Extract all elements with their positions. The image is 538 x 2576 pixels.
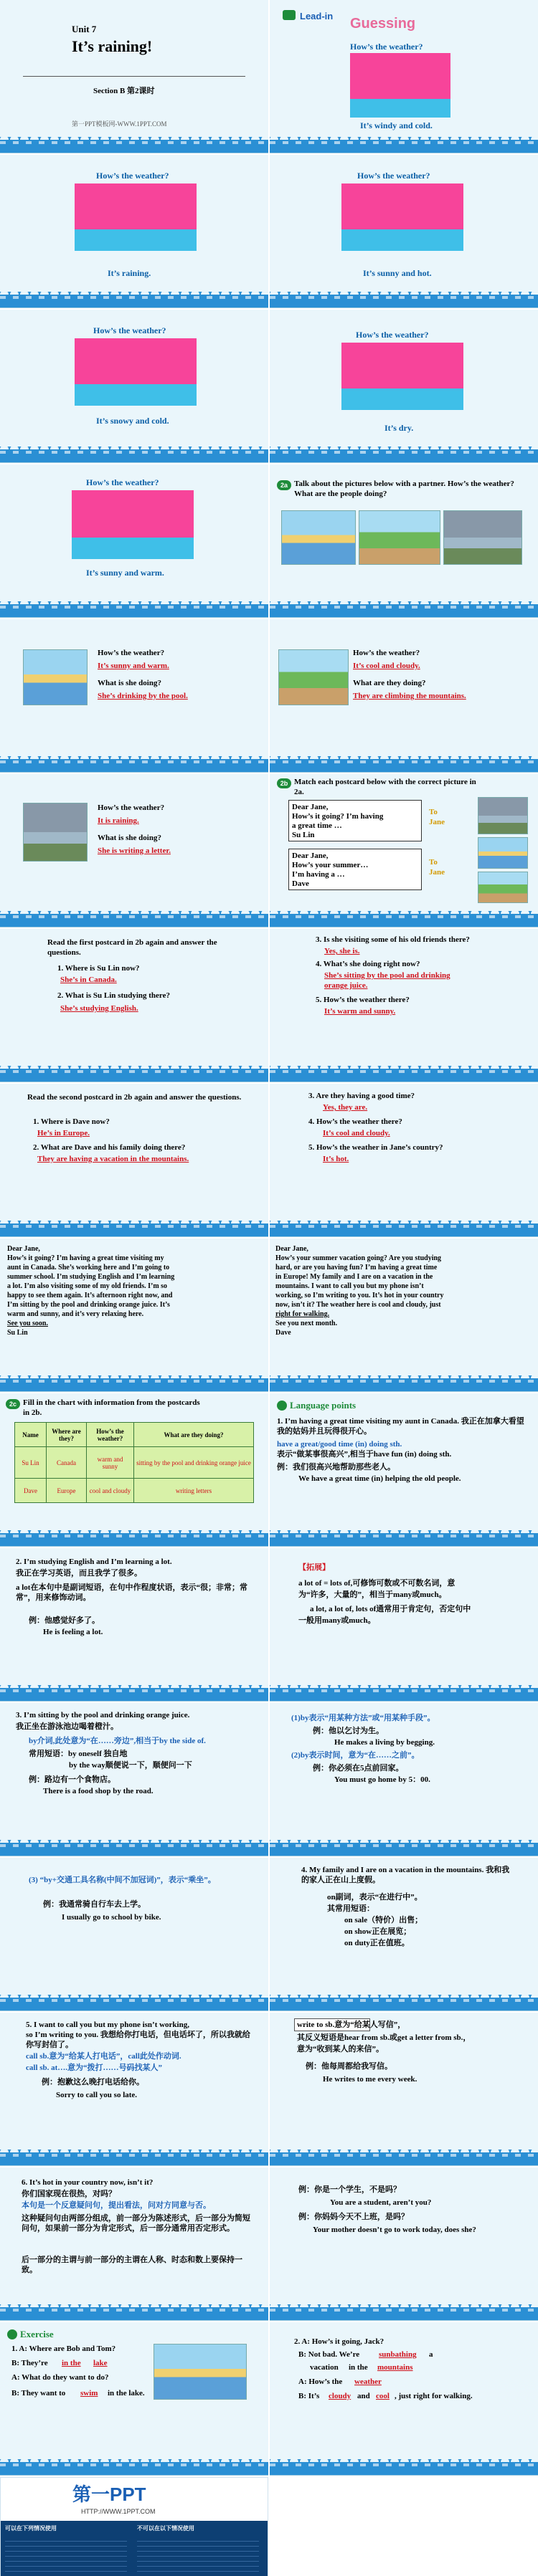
postcard-2 (288, 849, 422, 890)
blank-answer: weather (354, 2377, 382, 2386)
answer-2: She is writing a letter. (98, 846, 171, 855)
slide-exercise-1 (0, 2322, 268, 2476)
weather-image-sea (72, 538, 194, 559)
slide-raining (0, 155, 268, 308)
question-4: 4. How’s the weather there? (308, 1117, 402, 1126)
point-phrase: 常用短语：by oneself 独自地 (29, 1750, 128, 1758)
wave-footer (270, 601, 538, 617)
example-en: He makes a living by begging. (334, 1738, 435, 1747)
weather-image-sea (341, 229, 463, 251)
usage-line: (3) “by+交通工具名称(中间不加冠词)”，表示“乘坐”。 (29, 1876, 216, 1884)
wave-footer (270, 292, 538, 307)
postcard-line: I’m sitting by the pool and drinking orange juice. It’s (7, 1301, 170, 1309)
question-2: What is she doing? (98, 679, 161, 687)
wave-footer (0, 1066, 268, 1082)
point-note: a lot在本句中是副词短语，在句中作程度状语，表示“很；非常；常常”，用来修饰动词。 (16, 1583, 247, 1602)
section-title: Exercise (20, 2329, 54, 2339)
bullet-icon (7, 2329, 17, 2339)
question-5: 5. How’s the weather in Jane’s country? (308, 1143, 443, 1152)
example-zh: 例：我通常骑自行车去上学。 (43, 1900, 146, 1909)
slide-leadin (270, 0, 538, 153)
point-sentence: 6. It’s hot in your country now, isn’t it? (22, 2178, 154, 2187)
slide-by-usage (270, 1703, 538, 1856)
point-translation: 你们国家现在很热，对吗？ (22, 2190, 116, 2198)
weather-question: How’s the weather? (86, 477, 159, 487)
question-1: How’s the weather? (98, 803, 165, 812)
wave-footer (270, 137, 538, 153)
wave-footer (270, 756, 538, 772)
chart-cell: Europe (47, 1479, 87, 1503)
extension-line: a lot, a lot of, lots of通常用于肯定句，否定句中 (310, 1605, 471, 1613)
license-heading: 可以在下列情况使用 (5, 2525, 57, 2532)
slide-examples (270, 2167, 538, 2321)
activity-number: 2b (277, 778, 291, 788)
postcard-line: How’s your summer vacation going? Are you studying (275, 1254, 442, 1262)
slide-sunny-warm (0, 464, 268, 618)
postcard-line: now, isn’t it? The weather here is cool and cloudy, just (275, 1301, 441, 1309)
example-en: Sorry to call you so late. (56, 2091, 138, 2099)
point-phrase: by the way顺便说一下，顺便问一下 (69, 1761, 192, 1770)
answer-4b: orange juice. (324, 981, 368, 990)
example-en: You must go home by 5：00. (334, 1775, 430, 1784)
wave-footer (270, 1685, 538, 1701)
point-translation: 我正在学习英语，而且我学了很多。 (16, 1569, 142, 1578)
example-zh: 例：你是一个学生，不是吗？ (298, 2185, 401, 2194)
wave-footer (0, 2150, 268, 2165)
slide-dry (270, 310, 538, 463)
wave-footer (270, 911, 538, 927)
point-phrase: on show正在展览； (344, 1927, 412, 1936)
point-note: 本句是一个反意疑问句，提出看法，问对方同意与否。 (22, 2201, 211, 2210)
chart-header: How’s the weather? (87, 1423, 134, 1447)
dialog-line: and (357, 2392, 370, 2400)
example-zh: 例：我们很高兴地帮助那些老人。 (277, 1463, 395, 1471)
wave-footer (270, 1995, 538, 2010)
example-zh: 例：你必须在5点前回家。 (313, 1764, 404, 1773)
postcard-line: Dear Jane, (292, 803, 329, 811)
slide-postcard-dave (270, 1239, 538, 1392)
question-3: 3. Are they having a good time? (308, 1092, 415, 1100)
wave-footer (0, 601, 268, 617)
blank-answer: sunbathing (379, 2350, 417, 2359)
question-1: 1. Where is Dave now? (33, 1117, 110, 1126)
answer-1: He’s in Europe. (37, 1129, 90, 1137)
postcard-line: working, so I’m writing to you. It’s hot in your country (275, 1292, 444, 1299)
answer-1: It’s sunny and warm. (98, 662, 169, 670)
extension-line: 为“许多，大量的”，相当于many或much。 (298, 1590, 447, 1599)
example-en: There is a food shop by the road. (43, 1787, 154, 1795)
chart-cell: Dave (15, 1479, 47, 1503)
answer-2: They are climbing the mountains. (353, 692, 466, 700)
postcard-1 (288, 800, 422, 841)
section-title: Language points (290, 1400, 357, 1411)
activity-instruction: Match each postcard below with the correct picture in 2a. (294, 778, 476, 796)
picture-lake (154, 2344, 247, 2400)
site-label: 第一PPT模板网-WWW.1PPT.COM (72, 120, 167, 128)
postcard-line: Dear Jane, (275, 1245, 308, 1253)
weather-question: How’s the weather? (357, 171, 430, 181)
chart-cell: writing letters (134, 1479, 254, 1503)
weather-question: How’s the weather? (93, 325, 166, 335)
slide-point-3 (0, 1703, 268, 1856)
usage-line: 其反义短语是hear from sb.或get a letter from sb.， (297, 2033, 471, 2042)
match-answer-2: To Jane (429, 858, 445, 877)
weather-answer: It’s dry. (384, 423, 414, 433)
brand-url: HTTP://WWW.1PPT.COM (81, 2508, 156, 2515)
chart-cell: Canada (47, 1447, 87, 1479)
dialog-line: A: How’s the (298, 2377, 343, 2386)
point-note: on副词，表示“在进行中”。 (327, 1893, 423, 1902)
point-sentence: 2. I’m studying English and I’m learning a lot. (16, 1557, 172, 1566)
postcard-line: See you next month. (275, 1320, 338, 1327)
answer-2: They are having a vacation in the mountains. (37, 1155, 189, 1163)
weather-image-sky (75, 183, 197, 229)
slide-point-5 (0, 2013, 268, 2166)
answer-2: She’s studying English. (60, 1004, 138, 1013)
wave-footer (0, 1221, 268, 1236)
slide-letter (0, 774, 268, 927)
postcard-line: happy to see them again. It’s afternoon right now, and (7, 1292, 173, 1299)
postcard-line: warm and sunny, and it’s very relaxing here. (7, 1310, 144, 1318)
wave-footer (0, 447, 268, 462)
answer-1: It’s cool and cloudy. (353, 662, 420, 670)
slide-point-6 (0, 2167, 268, 2321)
dialog-line: vacation (310, 2363, 339, 2372)
brand-logo: 第一PPT (72, 2484, 146, 2505)
answer-3: Yes, she is. (324, 947, 360, 955)
weather-answer: It’s raining. (108, 268, 151, 278)
postcard-line: in Europe! My family and I are on a vacation in the (275, 1273, 433, 1281)
postcard-line: Dear Jane, (292, 851, 329, 860)
postcard-line: How’s it going? I’m having (292, 812, 384, 821)
postcard-line: hard, or are you having fun? I’m having a great time (275, 1264, 438, 1272)
extension-line: a lot of = lots of,可修饰可数或不可数名词，意 (298, 1579, 456, 1588)
slide-snowy (0, 310, 268, 463)
slide-pool (0, 619, 268, 773)
postcard-line: a great time … (292, 821, 342, 830)
point-phrase: on sale（特价）出售； (344, 1916, 423, 1924)
picture-mountain (478, 872, 528, 903)
weather-image-sky (341, 183, 463, 229)
wave-footer (270, 2150, 538, 2165)
wave-footer (0, 1375, 268, 1391)
question-4: 4. What’s she doing right now? (316, 960, 420, 968)
picture-a (281, 510, 356, 565)
license-heading: 不可以在以下情况使用 (137, 2525, 194, 2532)
question-2: 2. What are Dave and his family doing there? (33, 1143, 186, 1152)
postcard-line: mountains. I want to call you but my phone isn’t (275, 1282, 424, 1290)
point-note: 其常用短语： (327, 1904, 374, 1913)
question-1: How’s the weather? (98, 649, 165, 657)
license-list (137, 2537, 259, 2572)
slide-sunny-hot (270, 155, 538, 308)
picture-mountain (278, 649, 349, 705)
answer-4: It’s cool and cloudy. (323, 1129, 390, 1137)
postcard-line: a lot. I’m also visiting some of my old friends. I’m so (7, 1282, 168, 1290)
dialog-line: in the lake. (108, 2389, 145, 2398)
read-instruction: Read the first postcard in 2b again and answer the questions. (47, 938, 217, 957)
picture-pool (478, 837, 528, 869)
point-note: call sb. at….意为“拨打……号码找某人” (26, 2064, 163, 2072)
slide-language-points (270, 1393, 538, 1547)
example-en: He writes to me every week. (323, 2075, 417, 2084)
slide-2b (270, 774, 538, 927)
slide-by-transport (0, 1858, 268, 2011)
example-en: We have a great time (in) helping the old people. (298, 1474, 461, 1483)
weather-image-sky (341, 343, 463, 388)
wave-footer (270, 1375, 538, 1391)
answer-2: She’s drinking by the pool. (98, 692, 188, 700)
weather-image-sky (350, 53, 450, 99)
postcard-line: aunt in Canada. She’s working here and I’m going to (7, 1264, 170, 1272)
license-panel (1, 2521, 268, 2576)
chart-cell: warm and sunny (87, 1447, 134, 1479)
slide-read-2b (270, 1084, 538, 1237)
example-en: Your mother doesn’t go to work today, does she? (313, 2226, 476, 2234)
blank-answer: cloudy (329, 2392, 351, 2400)
weather-answer: It’s windy and cold. (360, 120, 433, 130)
dialog-line: 1. A: Where are Bob and Tom? (11, 2344, 116, 2353)
extension-tag: 【拓展】 (298, 1563, 330, 1572)
question-2: 2. What is Su Lin studying there? (57, 991, 170, 1000)
wave-footer (270, 1221, 538, 1236)
dialog-line: A: What do they want to do? (11, 2373, 109, 2382)
slide-point-4 (270, 1858, 538, 2011)
blank-answer: swim (80, 2389, 98, 2398)
dialog-line: 2. A: How’s it going, Jack? (294, 2337, 384, 2346)
wave-footer (0, 1530, 268, 1546)
weather-image-sky (72, 490, 194, 538)
dialog-line: B: It’s (298, 2392, 320, 2400)
slide-write-to (270, 2013, 538, 2166)
slide-read-1 (0, 929, 268, 1082)
blank-answer: cool (376, 2392, 390, 2400)
postcard-line: right for walking. (275, 1310, 330, 1318)
weather-image-sea (341, 388, 463, 410)
wave-footer (0, 756, 268, 772)
postcard-line: Dear Jane, (7, 1245, 40, 1253)
point-note: 表示“做某事很高兴”,相当于have fun (in) doing sth. (277, 1450, 452, 1459)
picture-b (359, 510, 440, 565)
lesson-title: It’s raining! (72, 37, 153, 55)
postcard-line: How’s your summer… (292, 861, 369, 869)
chart-header: Where are they? (47, 1423, 87, 1447)
usage-line: write to sb.意为“给某人写信”， (297, 2021, 406, 2029)
answer-1: She’s in Canada. (60, 975, 117, 984)
weather-image-sea (75, 384, 197, 406)
point-sentence: 3. I’m sitting by the pool and drinking orange juice. (16, 1711, 190, 1719)
example-en: He is feeling a lot. (43, 1628, 103, 1636)
wave-footer (0, 292, 268, 307)
slide-2a (270, 464, 538, 618)
match-answer-1: To Jane (429, 808, 445, 826)
wave-footer (270, 447, 538, 462)
chart-cell: cool and cloudy (87, 1479, 134, 1503)
slide-postcard-sulin (0, 1239, 268, 1392)
point-note: 后一部分的主谓与前一部分的主谓在人称、时态和数上要保持一致。 (22, 2256, 242, 2274)
picture-c (443, 510, 522, 565)
wave-footer (270, 2459, 538, 2475)
point-sentence: 4. My family and I are on a vacation in the mountains. 我和我的家人正在山上度假。 (301, 1866, 510, 1884)
point-sentence: 5. I want to call you but my phone isn’t working, (26, 2021, 189, 2029)
slide-read-1b (270, 929, 538, 1082)
usage-line: (2)by表示时间，意为“在……之前”。 (291, 1751, 420, 1760)
postcard-line: How’s it going? I’m having a great time visiting my (7, 1254, 164, 1262)
weather-answer: It’s sunny and hot. (363, 268, 432, 278)
weather-image-sky (75, 338, 197, 384)
chart-header: Name (15, 1423, 47, 1447)
picture-letter (478, 797, 528, 834)
license-list (5, 2537, 127, 2572)
weather-answer: It’s snowy and cold. (96, 416, 169, 426)
postcard-line: I’m having a … (292, 870, 345, 879)
wave-footer (270, 2304, 538, 2320)
activity-instruction: Fill in the chart with information from the postcards in 2b. (23, 1398, 200, 1417)
wave-footer (0, 1995, 268, 2010)
weather-image-sea (350, 99, 450, 118)
wave-footer (0, 137, 268, 153)
example-en: I usually go to school by bike. (62, 1913, 161, 1922)
question-1: 1. Where is Su Lin now? (57, 964, 140, 973)
unit-label: Unit 7 (72, 24, 97, 34)
leadin-icon (283, 10, 296, 20)
blank-answer: mountains (377, 2363, 413, 2372)
point-translation: so I’m writing to you. 我想给你打电话，但电话坏了，所以我就给你写封信了。 (26, 2031, 250, 2049)
answer-1: It is raining. (98, 816, 139, 825)
point-phrase: have a great/good time (in) doing sth. (277, 1440, 402, 1449)
slide-exercise-2 (270, 2322, 538, 2476)
example-zh: 例：你妈妈今天不上班，是吗？ (298, 2213, 409, 2221)
chart-cell: Su Lin (15, 1447, 47, 1479)
postcard-line: See you soon. (7, 1320, 48, 1327)
example-zh: 例：他每周都给我写信。 (306, 2062, 392, 2071)
extension-line: 一般用many或much。 (298, 1616, 376, 1625)
dialog-line: B: Not bad. We’re (298, 2350, 360, 2359)
dialog-line: a (429, 2350, 433, 2359)
weather-image-sea (75, 229, 197, 251)
slide-2c (0, 1393, 268, 1547)
postcard-line: Dave (292, 879, 309, 888)
blank-answer: lake (93, 2359, 108, 2367)
postcard-signature: Su Lin (7, 1329, 28, 1337)
wave-footer (0, 2304, 268, 2320)
point-note: by介词,此处意为“在……旁边”,相当于by the side of. (29, 1737, 206, 1745)
postcard-line: Su Lin (292, 831, 315, 839)
branding-panel (0, 2477, 268, 2576)
divider (23, 76, 245, 77)
wave-footer (0, 2459, 268, 2475)
wave-footer (0, 1840, 268, 1856)
question-1: How’s the weather? (353, 649, 420, 657)
point-sentence: 1. I’m having a great time visiting my aunt in Canada. 我正在加拿大看望我的姑妈并且玩得很开心。 (277, 1417, 524, 1436)
question-3: 3. Is she visiting some of his old friends there? (316, 935, 470, 944)
weather-answer: It’s sunny and warm. (86, 568, 164, 578)
point-note: call sb.意为“给某人打电话”，call此处作动词. (26, 2052, 181, 2061)
slide-title (0, 0, 268, 153)
section-label: Section B 第2课时 (93, 87, 155, 95)
leadin-title: Lead-in (300, 11, 334, 22)
example-zh: 例：路边有一个食物店。 (29, 1775, 115, 1784)
example-zh: 例：他感觉好多了。 (29, 1616, 100, 1625)
wave-footer (270, 1066, 538, 1082)
guessing-title: Guessing (350, 16, 416, 32)
picture-letter (23, 803, 88, 862)
wave-footer (270, 1840, 538, 1856)
point-phrase: on duty正在值班。 (344, 1939, 410, 1947)
answer-4a: She’s sitting by the pool and drinking (324, 971, 450, 980)
slide-extension (270, 1548, 538, 1702)
weather-question: How’s the weather? (350, 42, 423, 52)
chart-header: What are they doing? (134, 1423, 254, 1447)
usage-line: (1)by表示“用某种方法”或“用某种手段”。 (291, 1714, 435, 1722)
example-zh: 例：抱歉这么晚打电话给你。 (42, 2078, 144, 2086)
dialog-line: B: They’re (11, 2359, 48, 2367)
example-zh: 例：他以乞讨为生。 (313, 1727, 384, 1735)
dialog-line: , just right for walking. (395, 2392, 473, 2400)
info-chart (14, 1422, 254, 1503)
picture-pool (23, 649, 88, 705)
usage-line: 意为“收到某人的来信”。 (297, 2045, 384, 2053)
wave-footer (270, 1530, 538, 1546)
wave-footer (0, 1685, 268, 1701)
activity-instruction: Talk about the pictures below with a partner. How’s the weather? What are the people doing? (294, 480, 514, 498)
answer-3: Yes, they are. (323, 1103, 368, 1112)
wave-footer (0, 911, 268, 927)
postcard-line: summer school. I’m studying English and I’m learning (7, 1273, 175, 1281)
slide-mountains (270, 619, 538, 773)
question-2: What are they doing? (353, 679, 426, 687)
postcard-signature: Dave (275, 1329, 291, 1337)
blank-answer: in the (62, 2359, 81, 2367)
question-2: What is she doing? (98, 834, 161, 842)
slide-read-2 (0, 1084, 268, 1237)
activity-number: 2c (6, 1399, 20, 1409)
activity-number: 2a (277, 480, 291, 490)
bullet-icon (277, 1401, 287, 1411)
question-5: 5. How’s the weather there? (316, 996, 410, 1004)
answer-5: It’s warm and sunny. (324, 1007, 396, 1016)
read-instruction: Read the second postcard in 2b again and answer the questions. (27, 1093, 242, 1102)
weather-question: How’s the weather? (96, 171, 169, 181)
dialog-line: in the (349, 2363, 368, 2372)
weather-question: How’s the weather? (356, 330, 429, 340)
slide-point-2 (0, 1548, 268, 1702)
dialog-line: B: They want to (11, 2389, 66, 2398)
chart-cell: sitting by the pool and drinking orange juice (134, 1447, 254, 1479)
point-note: 这种疑问句由两部分组成，前一部分为陈述形式，后一部分为简短问句，如果前一部分为肯定形式，后一部分通常用否定形式。 (22, 2214, 250, 2233)
example-en: You are a student, aren’t you? (330, 2198, 432, 2207)
answer-5: It’s hot. (323, 1155, 349, 1163)
point-translation: 我正坐在游泳池边喝着橙汁。 (16, 1722, 118, 1731)
